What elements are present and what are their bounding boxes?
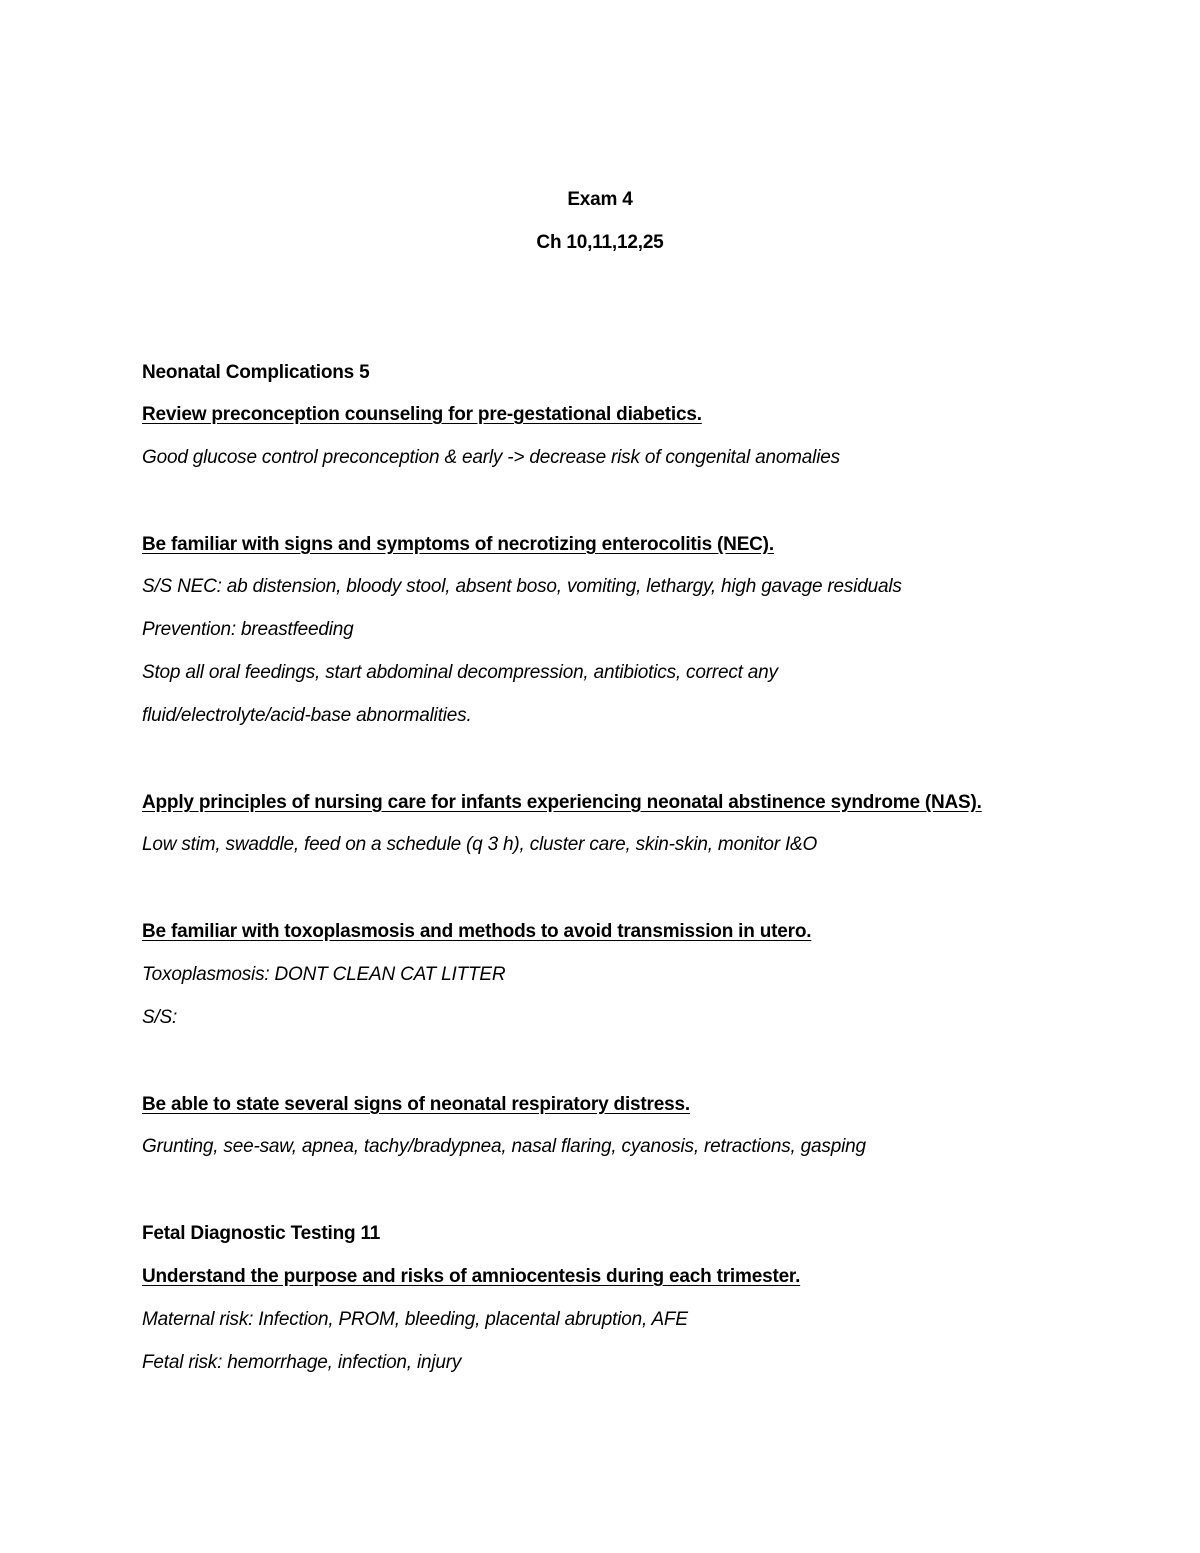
answer-respiratory-distress: Grunting, see-saw, apnea, tachy/bradypnea, nasal flaring, cyanosis, retractions, gasping [142, 1136, 866, 1157]
answer-fetal-risk: Fetal risk: hemorrhage, infection, injury [142, 1352, 462, 1373]
question-nec: Be familiar with signs and symptoms of necrotizing enterocolitis (NEC). [142, 534, 774, 555]
answer-nas: Low stim, swaddle, feed on a schedule (q 3 h), cluster care, skin-skin, monitor I&O [142, 834, 818, 855]
document-subtitle: Ch 10,11,12,25 [536, 232, 664, 253]
document-title: Exam 4 [567, 189, 633, 210]
section-heading-neonatal: Neonatal Complications 5 [142, 362, 370, 383]
question-amniocentesis: Understand the purpose and risks of amniocentesis during each trimester. [142, 1266, 801, 1287]
section-heading-fetal: Fetal Diagnostic Testing 11 [142, 1223, 381, 1244]
answer-toxoplasmosis: Toxoplasmosis: DONT CLEAN CAT LITTER [142, 964, 506, 985]
question-respiratory-distress: Be able to state several signs of neonatal respiratory distress. [142, 1094, 690, 1115]
answer-nec-treatment: Stop all oral feedings, start abdominal decompression, antibiotics, correct any [142, 662, 778, 683]
answer-maternal-risk: Maternal risk: Infection, PROM, bleeding, placental abruption, AFE [142, 1309, 688, 1330]
answer-nec-treatment-cont: fluid/electrolyte/acid-base abnormalities. [142, 705, 472, 726]
question-nas: Apply principles of nursing care for infants experiencing neonatal abstinence syndrome (NAS). [142, 792, 982, 813]
answer-toxoplasmosis-ss: S/S: [142, 1007, 178, 1028]
answer-nec-signs: S/S NEC: ab distension, bloody stool, absent boso, vomiting, lethargy, high gavage residuals [142, 576, 902, 597]
answer-preconception: Good glucose control preconception & early -> decrease risk of congenital anomalies [142, 447, 840, 468]
question-toxoplasmosis: Be familiar with toxoplasmosis and methods to avoid transmission in utero. [142, 921, 812, 942]
answer-nec-prevention: Prevention: breastfeeding [142, 619, 354, 640]
question-preconception: Review preconception counseling for pre-gestational diabetics. [142, 404, 702, 425]
